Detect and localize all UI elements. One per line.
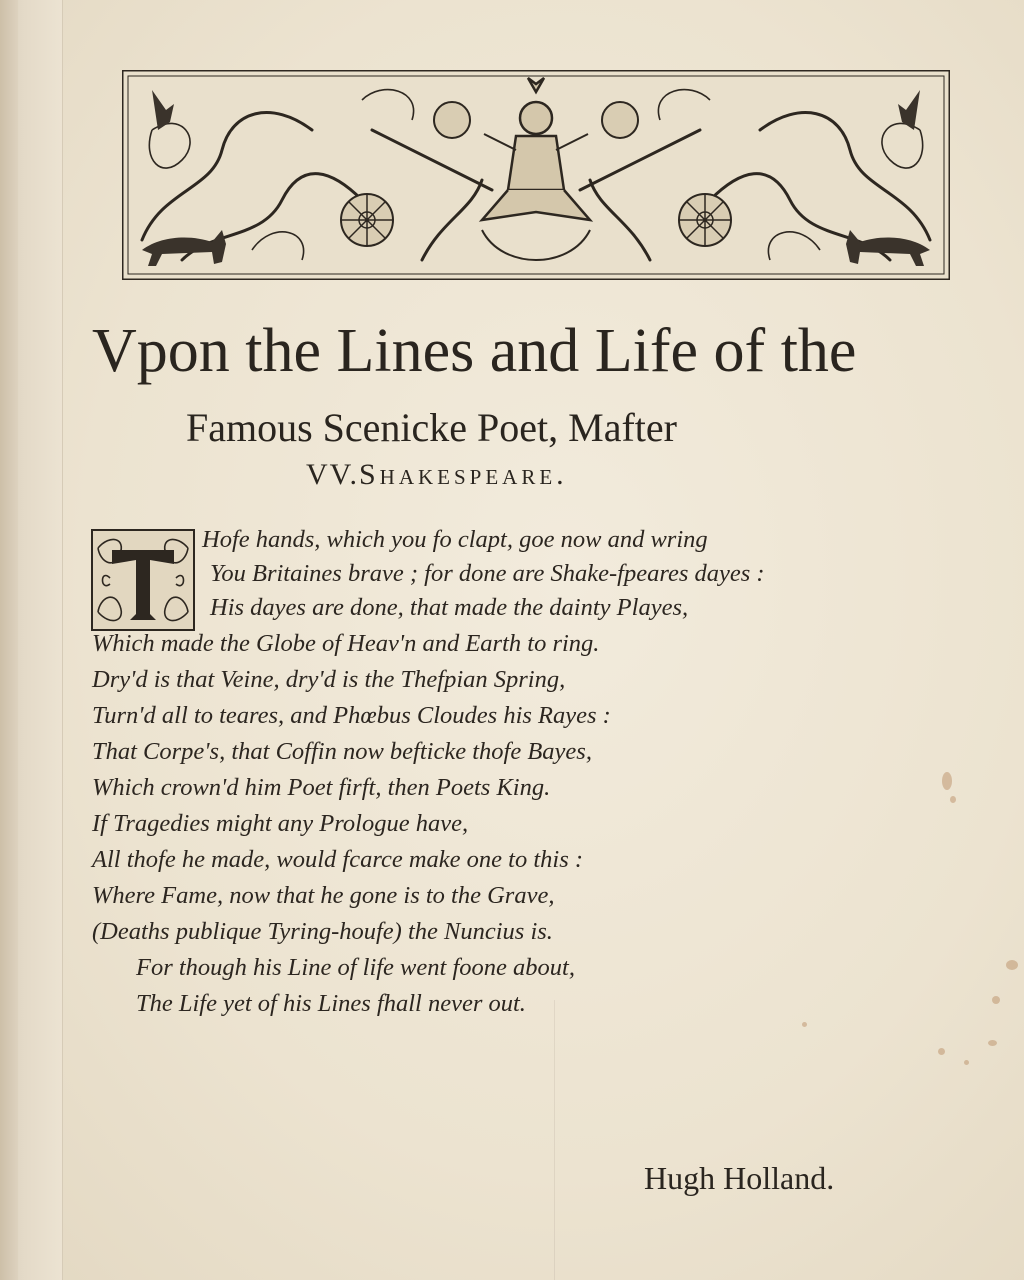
- author-signature: Hugh Holland.: [644, 1160, 835, 1196]
- poem-line: Which crown'd him Poet firft, then Poets King.: [92, 774, 551, 801]
- poem-line: All thofe he made, would fcarce make one to this :: [92, 846, 584, 873]
- ornamental-headpiece: [122, 70, 950, 280]
- paper-stain: [942, 772, 952, 790]
- paper-stain: [964, 1060, 969, 1065]
- poem-line: That Corpe's, that Coffin now befticke thofe Bayes,: [92, 738, 592, 765]
- paper-stain: [992, 996, 1000, 1004]
- poem-line: The Life yet of his Lines fhall never out.: [136, 990, 526, 1017]
- paper-stain: [988, 1040, 997, 1046]
- poem-line: Dry'd is that Veine, dry'd is the Thefpian Spring,: [92, 666, 566, 693]
- paper-stain: [950, 796, 956, 803]
- poem-line: You Britaines brave ; for done are Shake-fpeares dayes :: [210, 560, 765, 587]
- poem-line: Which made the Globe of Heav'n and Earth to ring.: [92, 630, 600, 657]
- dropcap-ornament: [90, 528, 196, 632]
- paper-stain: [938, 1048, 945, 1055]
- poem-line: For though his Line of life went foone about,: [136, 954, 575, 981]
- poem-line: (Deaths publique Tyring-houfe) the Nuncius is.: [92, 918, 553, 945]
- poem-line: His dayes are done, that made the dainty Playes,: [210, 594, 689, 621]
- title-author-name: Shakespeare.: [358, 458, 568, 491]
- paper-stain: [1006, 960, 1018, 970]
- title-line-1: Vpon the Lines and Life of the: [92, 317, 857, 385]
- show-through-rule: [554, 1000, 555, 1280]
- poem-line: Hofe hands, which you fo clapt, goe now and wring: [202, 526, 708, 553]
- poem-line: Where Fame, now that he gone is to the Grave,: [92, 882, 555, 909]
- binding-edge: [0, 0, 18, 1280]
- title-prefix: VV.: [306, 458, 359, 491]
- title-line-2: Famous Scenicke Poet, Mafter: [186, 405, 677, 450]
- title-line-3: [306, 458, 568, 492]
- poem-line: If Tragedies might any Prologue have,: [92, 810, 469, 837]
- poem-line: Turn'd all to teares, and Phœbus Cloudes his Rayes :: [92, 702, 611, 729]
- paper-stain: [802, 1022, 807, 1027]
